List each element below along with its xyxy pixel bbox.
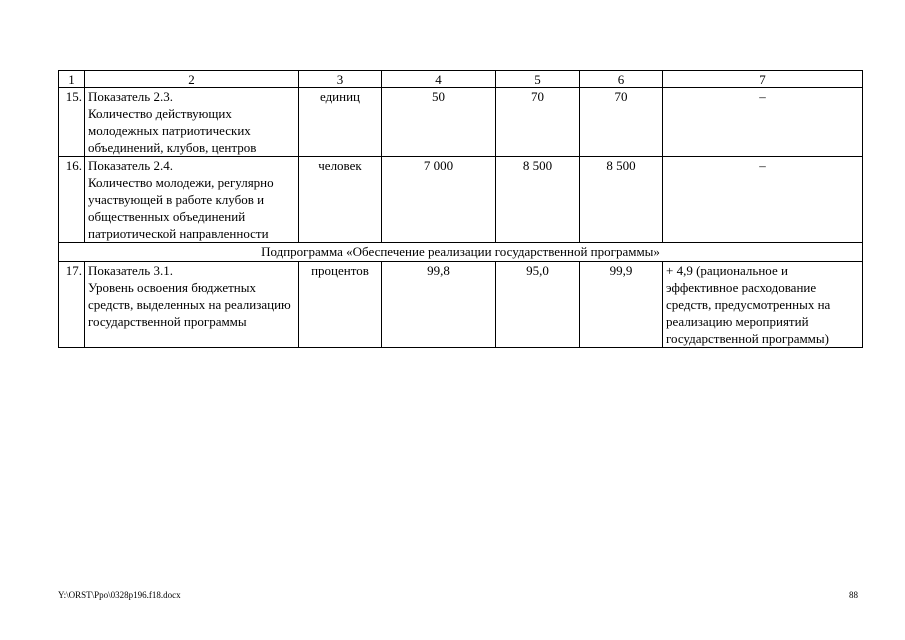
value-cell: 70 (580, 88, 663, 157)
note-cell: + 4,9 (рациональное и эффективное расходование средств, предусмотренных на реализацию мероприятий государственной программы) (663, 262, 863, 348)
table-row (59, 157, 863, 243)
value-cell: 8 500 (496, 157, 580, 243)
value-cell: 99,8 (382, 262, 496, 348)
column-header: 7 (663, 71, 863, 88)
indicator-name: Показатель 2.4. Количество молодежи, регулярно участвующей в работе клубов и общественных объединений патриотической направленности (85, 157, 299, 243)
unit-cell: единиц (299, 88, 382, 157)
unit-cell: человек (299, 157, 382, 243)
section-row (59, 243, 863, 262)
column-header: 2 (85, 71, 299, 88)
note-cell: – (663, 157, 863, 243)
section-title: Подпрограмма «Обеспечение реализации государственной программы» (59, 243, 863, 262)
indicators-table (58, 70, 863, 348)
indicator-name: Показатель 3.1. Уровень освоения бюджетных средств, выделенных на реализацию государственной программы (85, 262, 299, 348)
column-header: 3 (299, 71, 382, 88)
table-row (59, 88, 863, 157)
page-number: 88 (849, 590, 858, 600)
column-header: 5 (496, 71, 580, 88)
row-number: 17. (59, 262, 85, 348)
value-cell: 70 (496, 88, 580, 157)
row-number: 16. (59, 157, 85, 243)
table-header-row (59, 71, 863, 88)
note-cell: – (663, 88, 863, 157)
column-header: 1 (59, 71, 85, 88)
table-row (59, 262, 863, 348)
footer-file-path: Y:\ORST\Ppo\0328p196.f18.docx (58, 590, 181, 600)
unit-cell: процентов (299, 262, 382, 348)
column-header: 4 (382, 71, 496, 88)
row-number: 15. (59, 88, 85, 157)
value-cell: 7 000 (382, 157, 496, 243)
indicator-name: Показатель 2.3. Количество действующих молодежных патриотических объединений, клубов, центров (85, 88, 299, 157)
value-cell: 95,0 (496, 262, 580, 348)
value-cell: 50 (382, 88, 496, 157)
value-cell: 99,9 (580, 262, 663, 348)
column-header: 6 (580, 71, 663, 88)
value-cell: 8 500 (580, 157, 663, 243)
